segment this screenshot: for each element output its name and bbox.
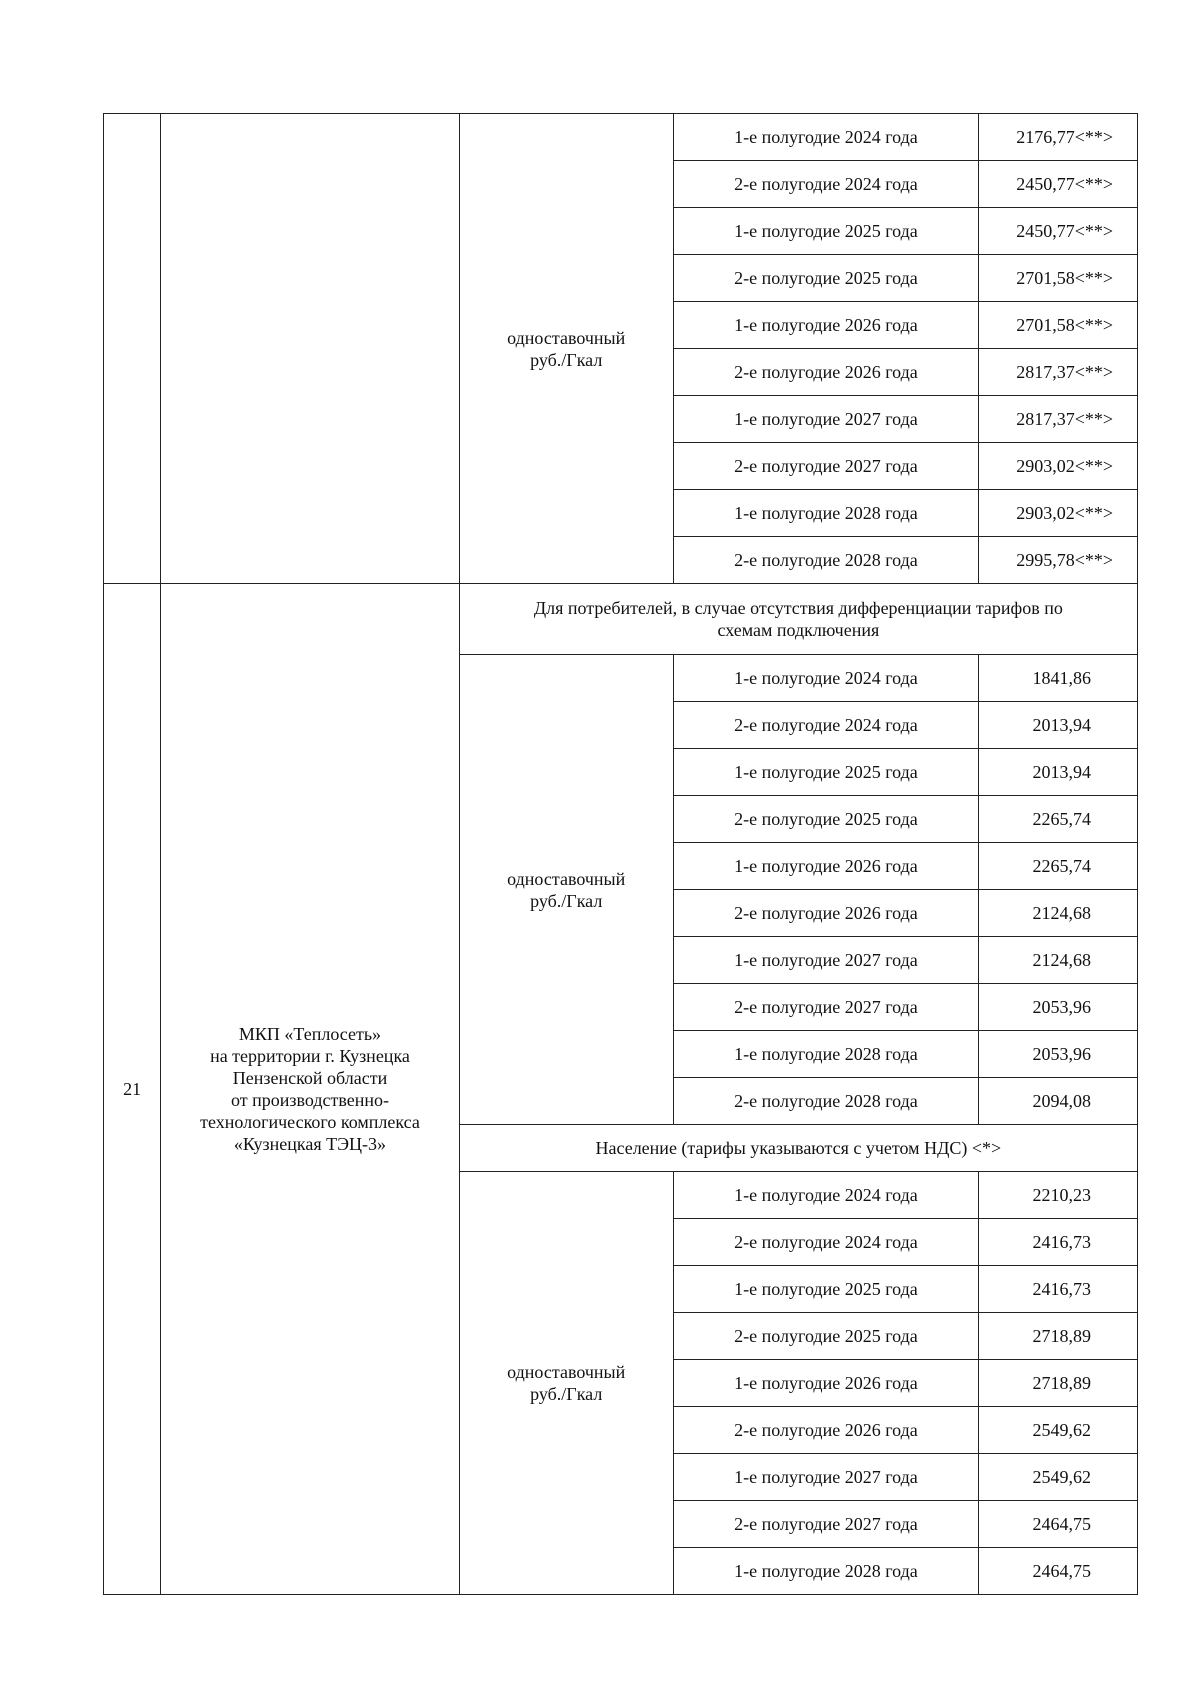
period-cell: 2-е полугодие 2027 года: [673, 984, 978, 1031]
organization-line: технологического комплекса: [200, 1112, 420, 1132]
rate-unit-label: руб./Гкал: [530, 349, 603, 370]
price-cell: 2094,08: [979, 1078, 1138, 1125]
rate-type-label: одноставочный: [507, 1362, 626, 1382]
price-cell: 2701,58<**>: [979, 255, 1138, 302]
period-cell: 1-е полугодие 2025 года: [673, 1266, 978, 1313]
row-number-cell: 21: [104, 584, 161, 1595]
organization-line: Пензенской области: [232, 1068, 388, 1088]
price-cell: 2176,77<**>: [979, 114, 1138, 161]
price-cell: 2053,96: [979, 984, 1138, 1031]
period-cell: 2-е полугодие 2024 года: [673, 1219, 978, 1266]
price-cell: 2464,75: [979, 1548, 1138, 1595]
price-cell: 2995,78<**>: [979, 537, 1138, 584]
period-cell: 1-е полугодие 2028 года: [673, 490, 978, 537]
period-cell: 1-е полугодие 2025 года: [673, 749, 978, 796]
table-row: [104, 114, 1138, 161]
period-cell: 1-е полугодие 2026 года: [673, 302, 978, 349]
period-cell: 2-е полугодие 2025 года: [673, 796, 978, 843]
period-cell: 2-е полугодие 2025 года: [673, 255, 978, 302]
organization-cell: [161, 114, 459, 584]
organization-line: от производственно-: [230, 1090, 389, 1110]
price-cell: 2210,23: [979, 1172, 1138, 1219]
price-cell: 2450,77<**>: [979, 161, 1138, 208]
organization-line: МКП «Теплосеть»: [238, 1024, 382, 1044]
section-header-line: Для потребителей, в случае отсутствия дифференциации тарифов по: [533, 598, 1063, 618]
period-cell: 2-е полугодие 2026 года: [673, 349, 978, 396]
rate-type-label: одноставочный: [507, 868, 626, 889]
period-cell: 1-е полугодие 2024 года: [673, 1172, 978, 1219]
rate-unit-label: руб./Гкал: [530, 1384, 603, 1404]
price-cell: 2549,62: [979, 1407, 1138, 1454]
period-cell: 2-е полугодие 2026 года: [673, 1407, 978, 1454]
row-number-cell: [104, 114, 161, 584]
rate-type-cell: [459, 1172, 673, 1595]
period-cell: 1-е полугодие 2028 года: [673, 1548, 978, 1595]
price-cell: 2549,62: [979, 1454, 1138, 1501]
price-cell: 2718,89: [979, 1360, 1138, 1407]
period-cell: 2-е полугодие 2028 года: [673, 1078, 978, 1125]
organization-line: на территории г. Кузнецка: [210, 1046, 410, 1066]
period-cell: 1-е полугодие 2028 года: [673, 1031, 978, 1078]
period-cell: 2-е полугодие 2026 года: [673, 890, 978, 937]
period-cell: 2-е полугодие 2024 года: [673, 161, 978, 208]
period-cell: 2-е полугодие 2024 года: [673, 702, 978, 749]
section-header-line: схемам подключения: [717, 620, 880, 640]
section-header-cell: [459, 584, 1137, 655]
period-cell: 1-е полугодие 2027 года: [673, 937, 978, 984]
price-cell: 2124,68: [979, 890, 1138, 937]
price-cell: 2817,37<**>: [979, 396, 1138, 443]
period-cell: 1-е полугодие 2025 года: [673, 208, 978, 255]
price-cell: 2265,74: [979, 796, 1138, 843]
tariff-table: [103, 113, 1138, 1595]
section-header-cell: Население (тарифы указываются с учетом НДС) <*>: [459, 1125, 1137, 1172]
price-cell: 2053,96: [979, 1031, 1138, 1078]
price-cell: 2718,89: [979, 1313, 1138, 1360]
table-row: [104, 584, 1138, 655]
period-cell: 1-е полугодие 2024 года: [673, 114, 978, 161]
price-cell: 2701,58<**>: [979, 302, 1138, 349]
price-cell: 2013,94: [979, 749, 1138, 796]
tariff-table-body: [104, 114, 1138, 1595]
rate-unit-label: руб./Гкал: [530, 890, 603, 911]
period-cell: 1-е полугодие 2024 года: [673, 655, 978, 702]
organization-cell: [161, 584, 459, 1595]
period-cell: 1-е полугодие 2026 года: [673, 843, 978, 890]
price-cell: 2124,68: [979, 937, 1138, 984]
period-cell: 2-е полугодие 2025 года: [673, 1313, 978, 1360]
price-cell: 2903,02<**>: [979, 490, 1138, 537]
price-cell: 2903,02<**>: [979, 443, 1138, 490]
price-cell: 2817,37<**>: [979, 349, 1138, 396]
price-cell: 2464,75: [979, 1501, 1138, 1548]
organization-line: «Кузнецкая ТЭЦ-3»: [233, 1134, 387, 1154]
price-cell: 2416,73: [979, 1266, 1138, 1313]
rate-type-label: одноставочный: [507, 327, 626, 348]
period-cell: 2-е полугодие 2027 года: [673, 443, 978, 490]
period-cell: 2-е полугодие 2027 года: [673, 1501, 978, 1548]
period-cell: 1-е полугодие 2027 года: [673, 396, 978, 443]
period-cell: 1-е полугодие 2027 года: [673, 1454, 978, 1501]
price-cell: 2416,73: [979, 1219, 1138, 1266]
price-cell: 1841,86: [979, 655, 1138, 702]
rate-type-cell: [459, 114, 673, 584]
rate-type-cell: [459, 655, 673, 1125]
period-cell: 2-е полугодие 2028 года: [673, 537, 978, 584]
price-cell: 2265,74: [979, 843, 1138, 890]
price-cell: 2013,94: [979, 702, 1138, 749]
price-cell: 2450,77<**>: [979, 208, 1138, 255]
period-cell: 1-е полугодие 2026 года: [673, 1360, 978, 1407]
